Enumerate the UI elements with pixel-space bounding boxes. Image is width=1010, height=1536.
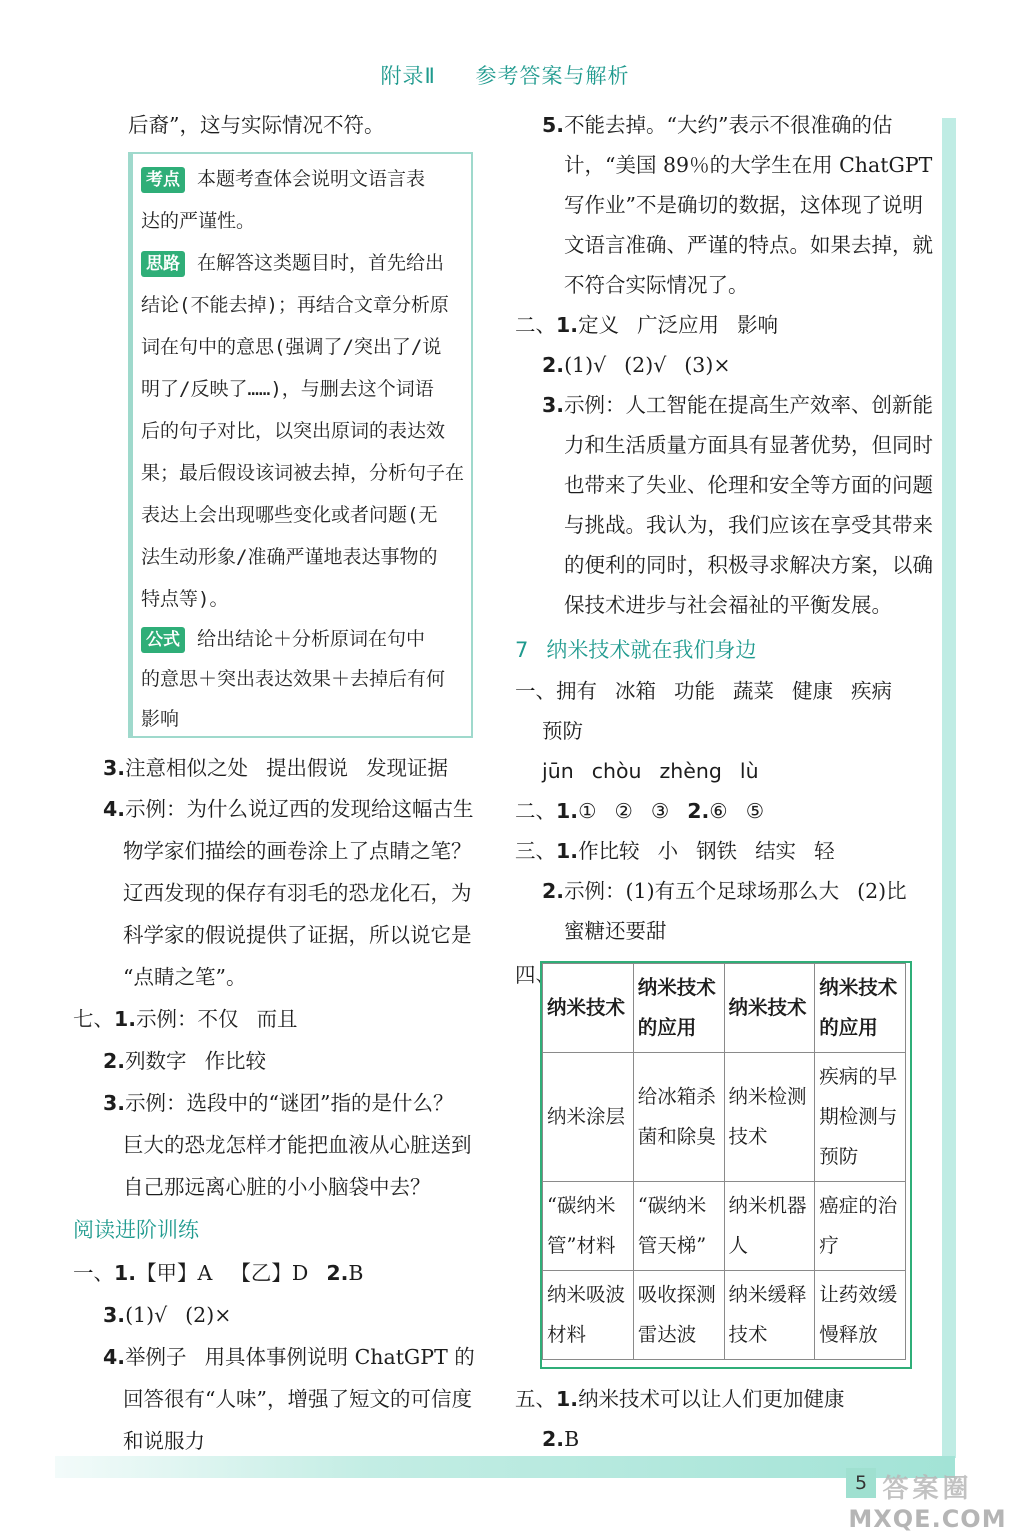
s2-q1-a: 定义 bbox=[578, 313, 620, 337]
gongshi-line-1 bbox=[141, 624, 425, 654]
n2-q1-number: 1. bbox=[556, 799, 579, 823]
table-cell: “碳纳米管天梯” bbox=[633, 1182, 724, 1271]
s7-q1-b: 而且 bbox=[256, 1007, 298, 1031]
gongshi-line-3: 影响 bbox=[141, 708, 180, 730]
r1-q4-b: 用具体事例说明 ChatGPT 的 bbox=[204, 1345, 475, 1369]
watermark-logo bbox=[845, 1474, 1010, 1536]
n2-label: 二、 bbox=[515, 799, 556, 823]
n5-q2-number: 2. bbox=[542, 1427, 565, 1451]
lesson-number: 7 bbox=[515, 638, 529, 662]
s7-label: 七、 bbox=[73, 1007, 114, 1031]
s7-q3-number: 3. bbox=[103, 1091, 126, 1115]
n3-q1-d: 结实 bbox=[755, 839, 797, 863]
s7-q3-text-1: 示例：选段中的“谜团”指的是什么？ bbox=[125, 1091, 454, 1115]
right-q5-line-4: 文语言准确、严谨的特点。如果去掉，就 bbox=[564, 233, 933, 257]
r1-q2-a: B bbox=[348, 1261, 364, 1285]
table-header-cell: 纳米技术的应用 bbox=[633, 964, 724, 1053]
gongshi-tag: 公式 bbox=[141, 627, 185, 653]
n1-label: 一、 bbox=[515, 679, 556, 703]
n1-line-1 bbox=[515, 676, 892, 706]
r1-q3-number: 3. bbox=[103, 1303, 126, 1327]
s2-q2-a: (1)√ bbox=[564, 353, 607, 377]
r1-q3-b: (2)× bbox=[185, 1303, 232, 1327]
table-header-row bbox=[543, 964, 906, 1053]
left-q4-line-4: 科学家的假说提供了证据，所以说它是 bbox=[123, 923, 472, 947]
knowledge-box bbox=[128, 152, 473, 738]
silu-line-7: 表达上会出现哪些变化或者问题(无 bbox=[141, 504, 438, 526]
n1-line-2: 预防 bbox=[542, 719, 583, 743]
silu-line-8: 法生动形象/准确严谨地表达事物的 bbox=[141, 546, 438, 568]
r1-q3 bbox=[103, 1300, 231, 1330]
right-q5-line-3: 写作业”不是确切的数据，这体现了说明 bbox=[564, 193, 923, 217]
n1-pinyin-4: lù bbox=[739, 759, 759, 783]
right-q5-line-1 bbox=[542, 110, 893, 140]
n2-q2-b: ⑤ bbox=[745, 799, 765, 823]
table-cell: “碳纳米管”材料 bbox=[543, 1182, 634, 1271]
table-cell: 纳米缓释技术 bbox=[724, 1271, 815, 1360]
gongshi-line-2: 的意思＋突出表达效果＋去掉后有何 bbox=[141, 668, 446, 690]
table-row bbox=[543, 1053, 906, 1182]
s2-q3-text-1: 示例：人工智能在提高生产效率、创新能 bbox=[564, 393, 934, 417]
r1-q4-a: 举例子 bbox=[125, 1345, 187, 1369]
left-q3 bbox=[103, 753, 448, 783]
q5-number: 5. bbox=[542, 113, 565, 137]
table-cell: 纳米涂层 bbox=[543, 1053, 634, 1182]
s7-q1-number: 1. bbox=[114, 1007, 137, 1031]
table-cell: 给冰箱杀菌和除臭 bbox=[633, 1053, 724, 1182]
r1-q1 bbox=[73, 1258, 363, 1288]
s2-q3-line-6: 保技术进步与社会福祉的平衡发展。 bbox=[564, 593, 892, 617]
table-header-cell: 纳米技术 bbox=[724, 964, 815, 1053]
s7-q1-a: 示例：不仅 bbox=[136, 1007, 239, 1031]
n3-q1-number: 1. bbox=[556, 839, 579, 863]
silu-line-3: 词在句中的意思(强调了/突出了/说 bbox=[141, 336, 442, 358]
lesson-title bbox=[515, 634, 756, 664]
s2-q1-b: 广泛应用 bbox=[637, 313, 720, 337]
q3-answer-c: 发现证据 bbox=[366, 756, 449, 780]
n5-q1-number: 1. bbox=[556, 1387, 579, 1411]
table-header-cell: 纳米技术 bbox=[543, 964, 634, 1053]
s2-q3-line-2: 力和生活质量方面具有显著优势，但同时 bbox=[564, 433, 933, 457]
s7-q2-a: 列数字 bbox=[125, 1049, 187, 1073]
s2-q3-line-1 bbox=[542, 390, 933, 420]
s2-q3-line-4: 与挑战。我认为，我们应该在享受其带来 bbox=[564, 513, 933, 537]
table-row bbox=[543, 1271, 906, 1360]
page-number: 5 bbox=[846, 1468, 876, 1498]
silu-line-6: 果；最后假设该词被去掉，分析句子在 bbox=[141, 462, 465, 484]
s2-q3-line-5: 的便利的同时，积极寻求解决方案，以确 bbox=[564, 553, 933, 577]
s7-q1 bbox=[73, 1004, 298, 1034]
table-row bbox=[543, 1182, 906, 1271]
r1-q3-a: (1)√ bbox=[125, 1303, 168, 1327]
nano-table bbox=[542, 963, 906, 1360]
n2-q2-a: ⑥ bbox=[709, 799, 728, 823]
kaodian-tag: 考点 bbox=[141, 167, 185, 193]
s2-q3-line-3: 也带来了失业、伦理和安全等方面的问题 bbox=[564, 473, 933, 497]
n3-q1-a: 作比较 bbox=[578, 839, 640, 863]
n3-label: 三、 bbox=[515, 839, 556, 863]
n3-q1 bbox=[515, 836, 835, 866]
s2-q1-c: 影响 bbox=[737, 313, 779, 337]
n1-a: 拥有 bbox=[556, 679, 597, 703]
n1-e: 健康 bbox=[792, 679, 833, 703]
r1-q1-b: 【乙】D bbox=[230, 1261, 309, 1285]
silu-line-1 bbox=[141, 248, 444, 278]
s2-q1 bbox=[515, 310, 778, 340]
r1-q1-number: 1. bbox=[114, 1261, 137, 1285]
silu-line-4: 明了/反映了……)，与删去这个词语 bbox=[141, 378, 434, 400]
watermark-top: 答案圈 bbox=[882, 1474, 973, 1504]
n3-q1-c: 钢铁 bbox=[696, 839, 738, 863]
n1-pinyin-1: jūn bbox=[542, 759, 574, 783]
left-q4-line-1 bbox=[103, 794, 474, 824]
q4-text-1: 示例：为什么说辽西的发现给这幅古生 bbox=[125, 797, 474, 821]
silu-text-1: 在解答这类题目时，首先给出 bbox=[197, 252, 445, 274]
n3-q1-e: 轻 bbox=[814, 839, 835, 863]
r1-label: 一、 bbox=[73, 1261, 114, 1285]
left-q4-line-3: 辽西发现的保存有羽毛的恐龙化石，为 bbox=[123, 881, 472, 905]
gongshi-text-1: 给出结论＋分析原词在句中 bbox=[197, 628, 426, 650]
n5-q2-a: B bbox=[564, 1427, 580, 1451]
n1-c: 功能 bbox=[674, 679, 715, 703]
n5-q1 bbox=[515, 1384, 845, 1414]
n1-pinyin-2: chòu bbox=[591, 759, 642, 783]
r1-q1-a: 【甲】A bbox=[136, 1261, 213, 1285]
table-cell: 疾病的早期检测与预防 bbox=[815, 1053, 906, 1182]
r1-q4-number: 4. bbox=[103, 1345, 126, 1369]
n2-q1-b: ② bbox=[614, 799, 633, 823]
n2-q1-c: ③ bbox=[650, 799, 670, 823]
left-continuation-line: 后裔”，这与实际情况不符。 bbox=[128, 113, 385, 137]
kaodian-line-1 bbox=[141, 164, 425, 194]
s2-q2 bbox=[542, 350, 731, 380]
s2-q2-c: (3)× bbox=[684, 353, 731, 377]
page-header bbox=[0, 60, 1010, 90]
silu-line-2: 结论(不能去掉)；再结合文章分析原 bbox=[141, 294, 449, 316]
n3-q1-b: 小 bbox=[657, 839, 679, 863]
s7-q2-number: 2. bbox=[103, 1049, 126, 1073]
n2-q2-number: 2. bbox=[687, 799, 710, 823]
n5-q2 bbox=[542, 1424, 579, 1454]
s7-q3-line-1 bbox=[103, 1088, 454, 1118]
n2-q1-a: ① bbox=[578, 799, 597, 823]
table-cell: 吸收探测雷达波 bbox=[633, 1271, 724, 1360]
s7-q2-b: 作比较 bbox=[204, 1049, 267, 1073]
s2-q2-number: 2. bbox=[542, 353, 565, 377]
n4-label: 四、 bbox=[515, 963, 556, 987]
n5-q1-a: 纳米技术可以让人们更加健康 bbox=[578, 1387, 845, 1411]
kaodian-line-2: 达的严谨性。 bbox=[141, 210, 256, 232]
table-cell: 让药效缓慢释放 bbox=[815, 1271, 906, 1360]
table-cell: 癌症的治疗 bbox=[815, 1182, 906, 1271]
table-cell: 纳米吸波材料 bbox=[543, 1271, 634, 1360]
r1-q4-line-1 bbox=[103, 1342, 475, 1372]
header-title: 参考答案与解析 bbox=[475, 64, 630, 88]
side-decor-bar bbox=[942, 118, 956, 1458]
s7-q3-line-2: 巨大的恐龙怎样才能把血液从心脏送到 bbox=[123, 1133, 472, 1157]
appendix-label: 附录Ⅱ bbox=[380, 64, 436, 88]
r1-q4-line-2: 回答很有“人味”，增强了短文的可信度 bbox=[123, 1387, 472, 1411]
s7-q2 bbox=[103, 1046, 266, 1076]
footer-decor-bar bbox=[55, 1456, 955, 1478]
n3-q2-a: 示例：(1)有五个足球场那么大 bbox=[564, 879, 840, 903]
q3-answer-a: 注意相似之处 bbox=[125, 756, 249, 780]
r1-q2-number: 2. bbox=[326, 1261, 349, 1285]
left-q4-line-5: “点睛之笔”。 bbox=[123, 965, 247, 989]
right-q5-line-5: 不符合实际情况了。 bbox=[564, 273, 749, 297]
n3-q2-line-1 bbox=[542, 876, 907, 906]
n3-q2-number: 2. bbox=[542, 879, 565, 903]
s2-q2-b: (2)√ bbox=[624, 353, 667, 377]
s2-q3-number: 3. bbox=[542, 393, 565, 417]
silu-tag: 思路 bbox=[141, 251, 185, 277]
reading-section-title: 阅读进阶训练 bbox=[73, 1218, 199, 1242]
q3-answer-b: 提出假说 bbox=[266, 756, 349, 780]
n1-pinyin-line bbox=[542, 756, 759, 786]
q4-number: 4. bbox=[103, 797, 126, 821]
silu-line-9: 特点等)。 bbox=[141, 588, 229, 610]
table-header-cell: 纳米技术的应用 bbox=[815, 964, 906, 1053]
lesson-title-text: 纳米技术就在我们身边 bbox=[546, 638, 757, 662]
n3-q2-b: (2)比 bbox=[857, 879, 907, 903]
q3-number: 3. bbox=[103, 756, 126, 780]
left-q4-line-2: 物学家们描绘的画卷涂上了点睛之笔？ bbox=[123, 839, 472, 863]
n1-b: 冰箱 bbox=[615, 679, 656, 703]
table-cell: 纳米机器人 bbox=[724, 1182, 815, 1271]
n3-q2-line-2: 蜜糖还要甜 bbox=[564, 919, 667, 943]
n5-label: 五、 bbox=[515, 1387, 556, 1411]
right-q5-line-2: 计，“美国 89％的大学生在用 ChatGPT bbox=[564, 153, 933, 177]
silu-line-5: 后的句子对比，以突出原词的表达效 bbox=[141, 420, 446, 442]
q5-text-1: 不能去掉。“大约”表示不很准确的估 bbox=[564, 113, 893, 137]
s2-label: 二、 bbox=[515, 313, 556, 337]
n1-pinyin-3: zhèng bbox=[659, 759, 722, 783]
s7-q3-line-3: 自己那远离心脏的小小脑袋中去？ bbox=[123, 1175, 431, 1199]
kaodian-text-1: 本题考查体会说明文语言表 bbox=[197, 168, 426, 190]
n2-line bbox=[515, 796, 764, 826]
r1-q4-line-3: 和说服力 bbox=[123, 1429, 205, 1453]
watermark-bottom: MXQE.COM bbox=[848, 1505, 1007, 1533]
table-cell: 纳米检测技术 bbox=[724, 1053, 815, 1182]
s2-q1-number: 1. bbox=[556, 313, 579, 337]
n1-d: 蔬菜 bbox=[733, 679, 774, 703]
n1-f: 疾病 bbox=[851, 679, 892, 703]
